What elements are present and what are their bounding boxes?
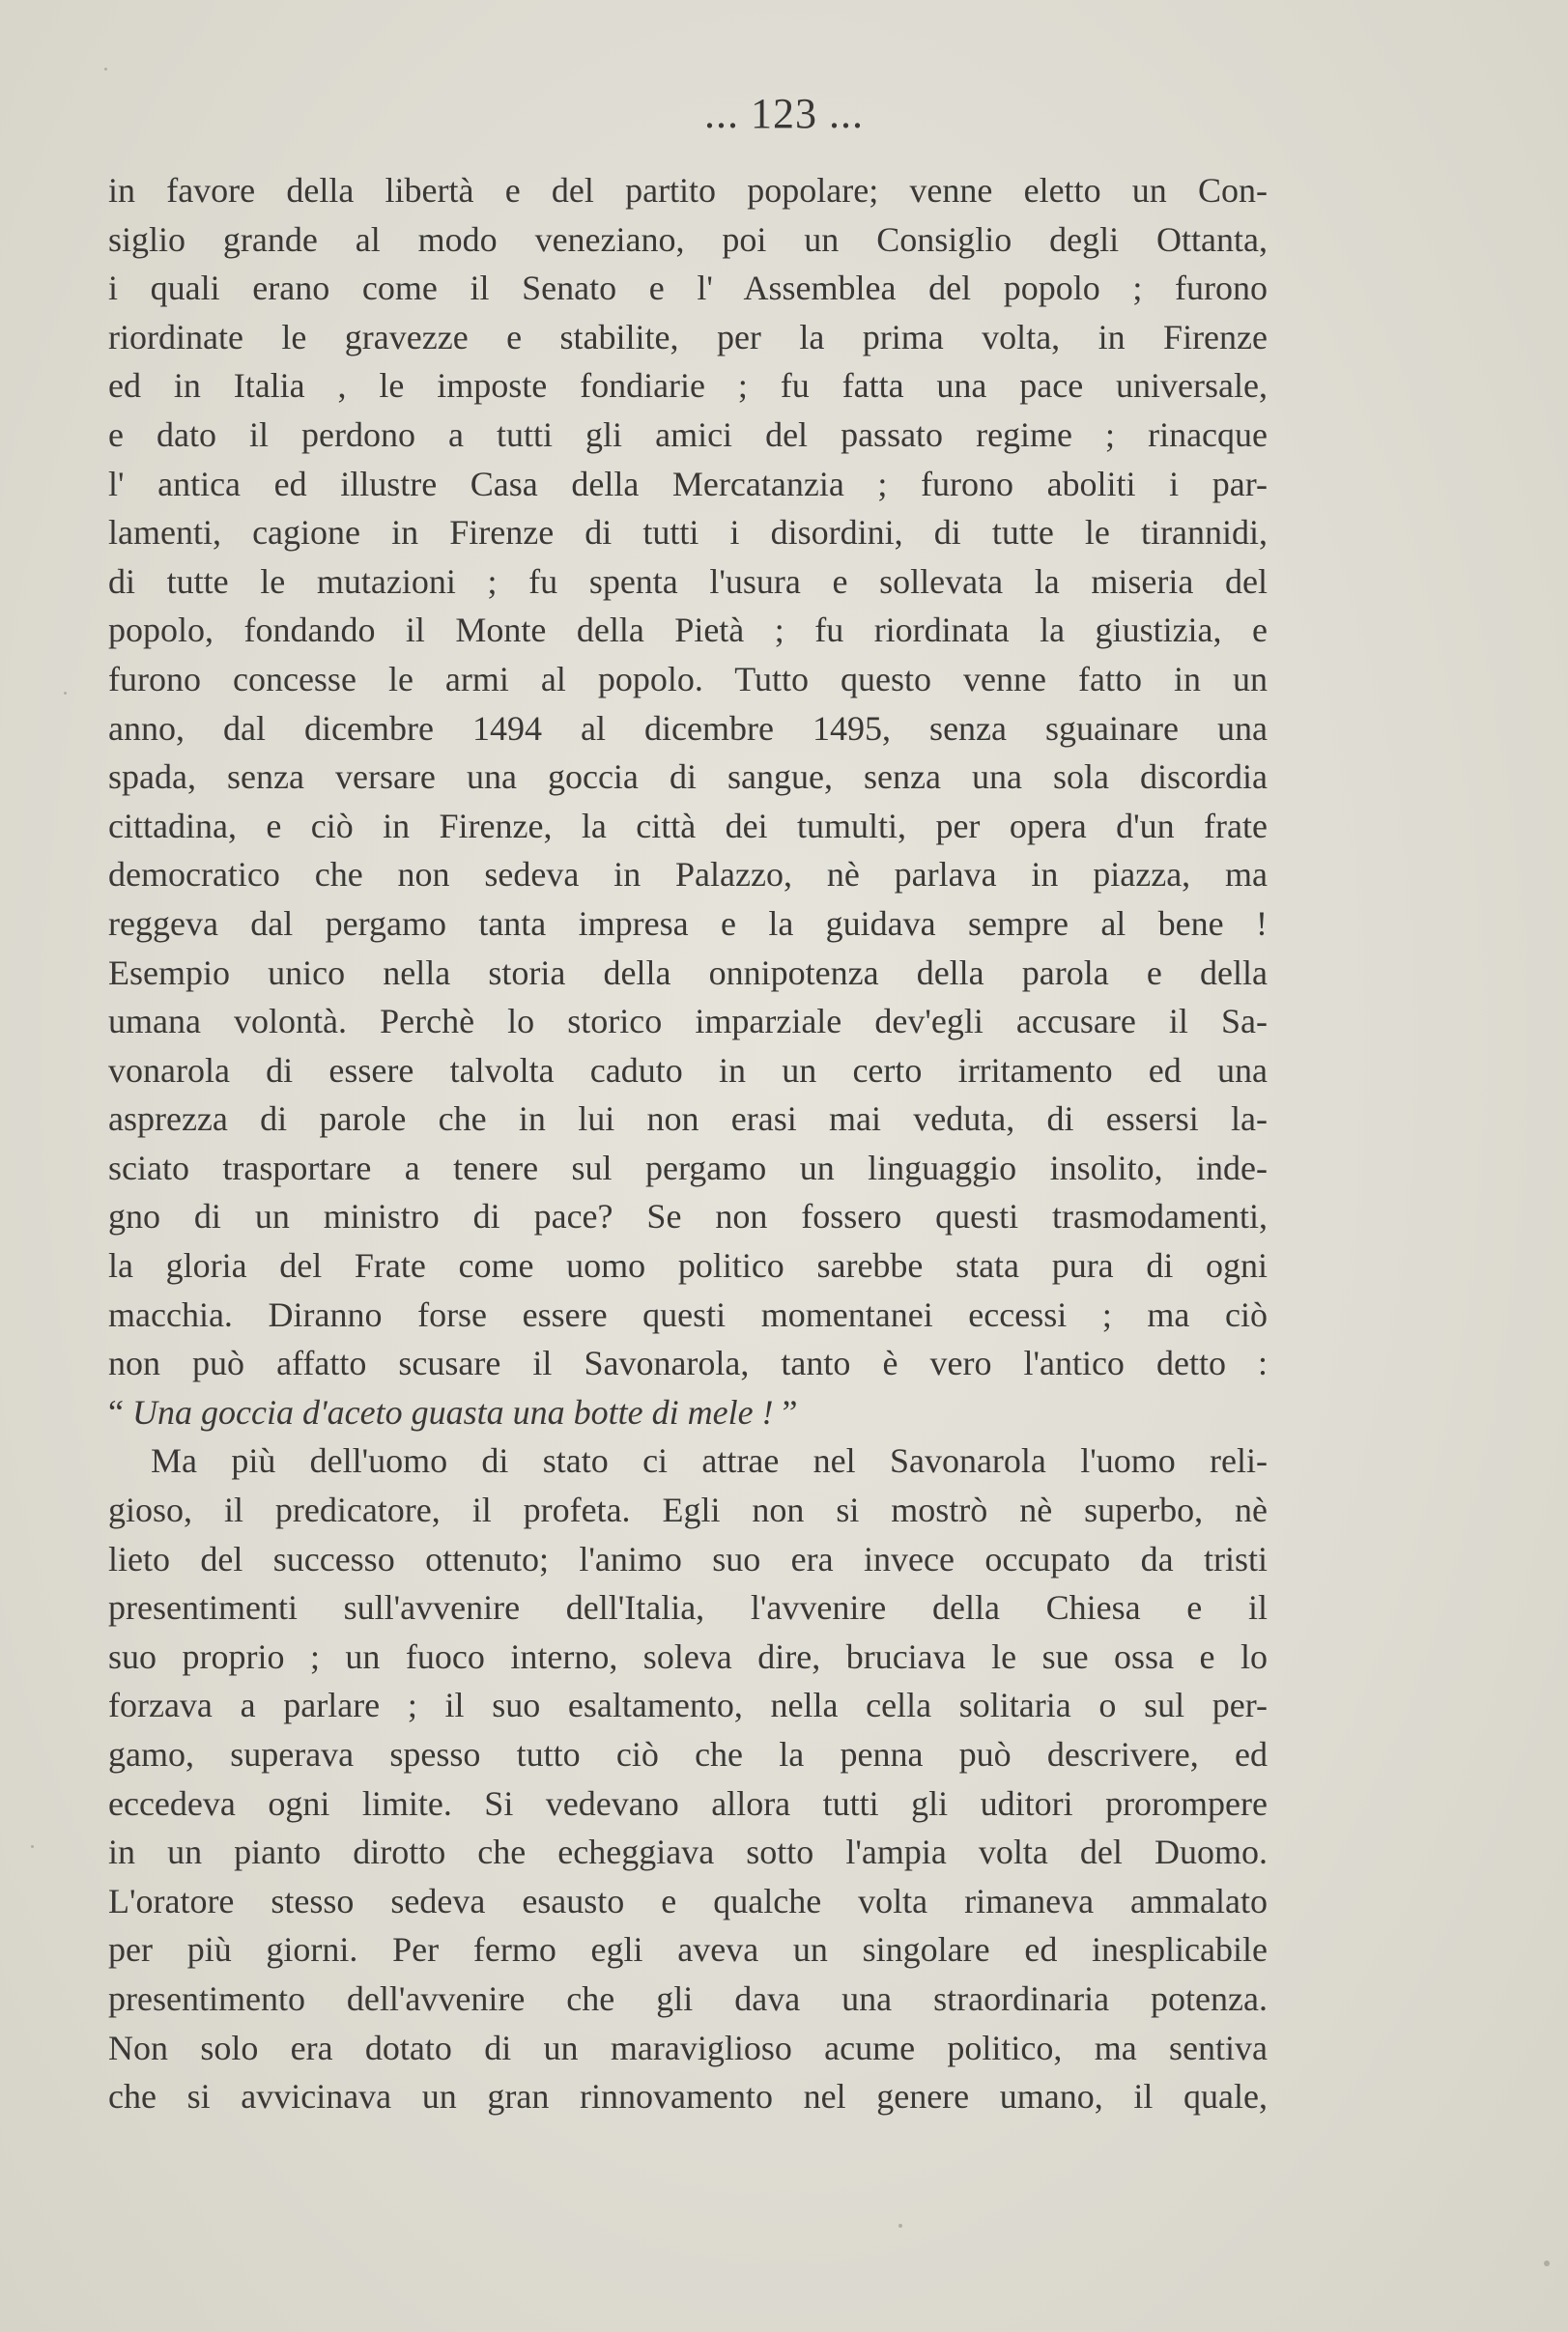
text-line: L'oratore stesso sedeva esausto e qualche volta rimaneva ammalato: [108, 1881, 1268, 1920]
text-line: lamenti, cagione in Firenze di tutti i disordini, di tutte le tirannidi,: [108, 513, 1268, 553]
paper-speck: [898, 2224, 902, 2228]
close-quote: ”: [782, 1392, 798, 1432]
text-line: sciato trasportare a tenere sul pergamo un linguaggio insolito, inde-: [108, 1148, 1268, 1187]
body-text: [108, 166, 1268, 2121]
open-quote: “: [108, 1392, 124, 1432]
text-line: Ma più dell'uomo di stato ci attrae nel Savonarola l'uomo reli-: [151, 1441, 1268, 1481]
text-line: gioso, il predicatore, il profeta. Egli non si mostrò nè superbo, nè: [108, 1491, 1268, 1530]
text-line: Esempio unico nella storia della onnipotenza della parola e della: [108, 953, 1268, 992]
text-line: umana volontà. Perchè lo storico imparziale dev'egli accusare il Sa-: [108, 1002, 1268, 1041]
text-line: anno, dal dicembre 1494 al dicembre 1495, senza sguainare una: [108, 708, 1268, 748]
text-line: in favore della libertà e del partito popolare; venne eletto un Con-: [108, 171, 1268, 210]
text-line: lieto del successo ottenuto; l'animo suo era invece occupato da tristi: [108, 1539, 1268, 1578]
paragraph-2: [108, 1436, 1268, 2120]
text-line: popolo, fondando il Monte della Pietà ; fu riordinata la giustizia, e: [108, 611, 1268, 650]
quote-line: [108, 1388, 1268, 1437]
text-line: asprezza di parole che in lui non erasi mai veduta, di essersi la-: [108, 1099, 1268, 1139]
text-line: che si avvicinava un gran rinnovamento nel genere umano, il quale,: [108, 2077, 1268, 2117]
text-line: Non solo era dotato di un maraviglioso acume politico, ma sentiva: [108, 2028, 1268, 2067]
paper-speck: [1544, 2261, 1550, 2266]
quoted-saying: Una goccia d'aceto guasta una botte di mele !: [131, 1392, 774, 1432]
text-line: forzava a parlare ; il suo esaltamento, nella cella solitaria o sul per-: [108, 1686, 1268, 1725]
paragraph-1: [108, 166, 1268, 1436]
text-line: democratico che non sedeva in Palazzo, nè parlava in piazza, ma: [108, 855, 1268, 895]
text-line: siglio grande al modo veneziano, poi un Consiglio degli Ottanta,: [108, 219, 1268, 259]
text-line: l' antica ed illustre Casa della Mercatanzia ; furono aboliti i par-: [108, 464, 1268, 503]
text-line: suo proprio ; un fuoco interno, soleva dire, bruciava le sue ossa e lo: [108, 1636, 1268, 1676]
paper-speck: [31, 1845, 34, 1848]
text-line: riordinate le gravezze e stabilite, per la prima volta, in Firenze: [108, 317, 1268, 356]
text-line: presentimento dell'avvenire che gli dava una straordinaria potenza.: [108, 1978, 1268, 2018]
text-line: furono concesse le armi al popolo. Tutto questo venne fatto in un: [108, 659, 1268, 698]
text-line: e dato il perdono a tutti gli amici del passato regime ; rinacque: [108, 414, 1268, 454]
text-line: per più giorni. Per fermo egli aveva un singolare ed inesplicabile: [108, 1930, 1268, 1970]
text-line: reggeva dal pergamo tanta impresa e la guidava sempre al bene !: [108, 903, 1268, 943]
text-line: gamo, superava spesso tutto ciò che la penna può descrivere, ed: [108, 1735, 1268, 1774]
text-line: di tutte le mutazioni ; fu spenta l'usura e sollevata la miseria del: [108, 561, 1268, 601]
text-line: eccedeva ogni limite. Si vedevano allora tutti gli uditori prorompere: [108, 1783, 1268, 1823]
paper-speck: [64, 692, 67, 695]
text-line: non può affatto scusare il Savonarola, tanto è vero l'antico detto :: [108, 1344, 1268, 1383]
text-line: macchia. Diranno forse essere questi momentanei eccessi ; ma ciò: [108, 1294, 1268, 1334]
text-line: vonarola di essere talvolta caduto in un certo irritamento ed una: [108, 1050, 1268, 1090]
text-line: ed in Italia , le imposte fondiarie ; fu fatta una pace universale,: [108, 366, 1268, 406]
text-line: presentimenti sull'avvenire dell'Italia, l'avvenire della Chiesa e il: [108, 1588, 1268, 1628]
text-line: i quali erano come il Senato e l' Assemblea del popolo ; furono: [108, 269, 1268, 308]
text-line: gno di un ministro di pace? Se non fossero questi trasmodamenti,: [108, 1197, 1268, 1237]
paper-speck: [104, 68, 107, 71]
text-line: spada, senza versare una goccia di sangue, senza una sola discordia: [108, 757, 1268, 797]
text-line: la gloria del Frate come uomo politico sarebbe stata pura di ogni: [108, 1246, 1268, 1286]
text-line: cittadina, e ciò in Firenze, la città dei tumulti, per opera d'un frate: [108, 806, 1268, 845]
page-number: ... 123 ...: [704, 90, 864, 137]
text-line: in un pianto dirotto che echeggiava sotto l'ampia volta del Duomo.: [108, 1833, 1268, 1872]
